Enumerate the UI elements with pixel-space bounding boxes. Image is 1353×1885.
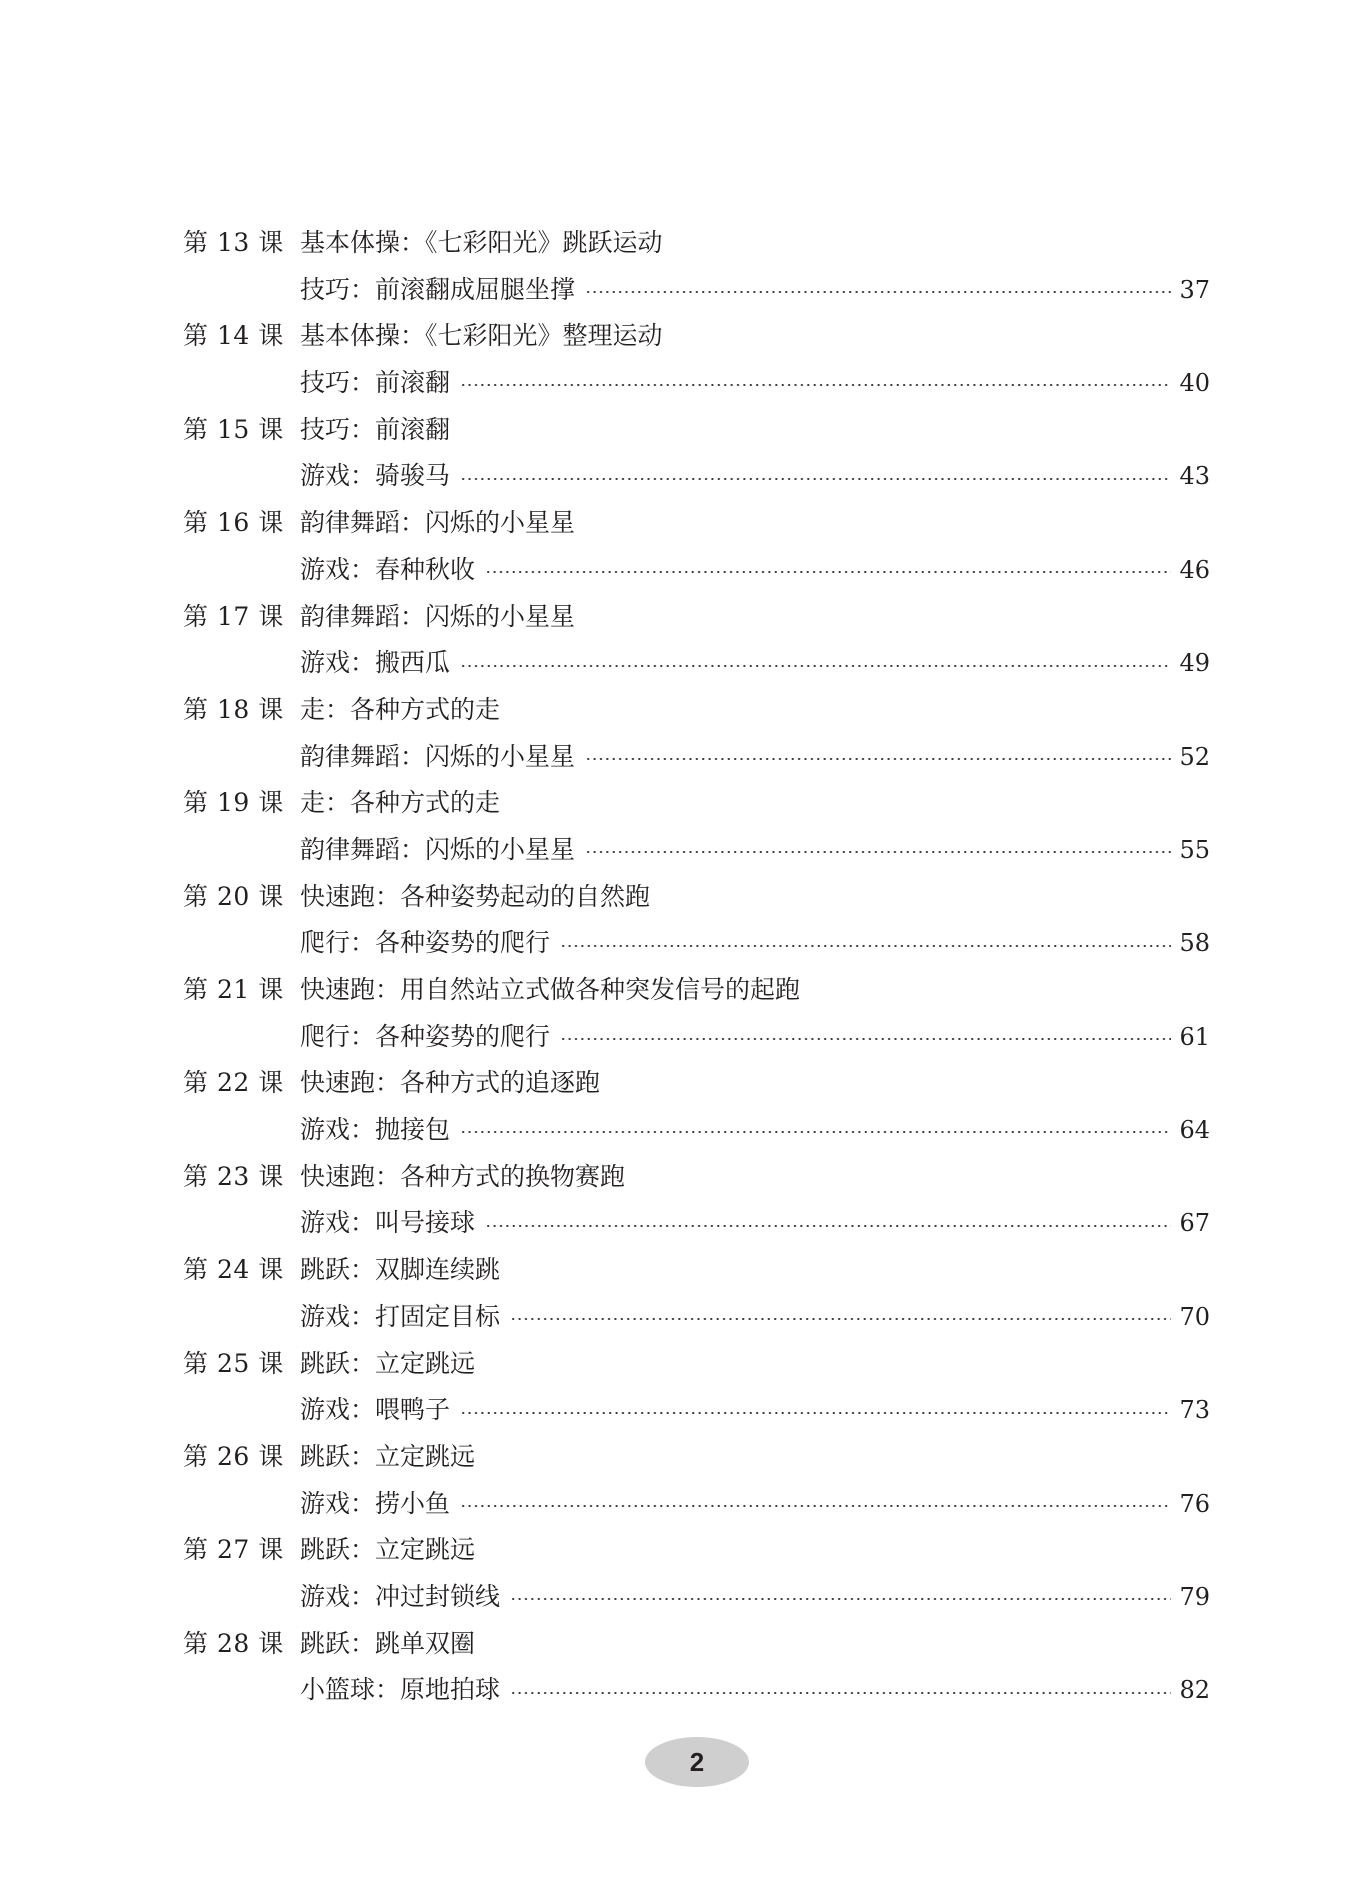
dot-leader (460, 665, 1171, 667)
page-reference: 82 (1179, 1676, 1210, 1705)
lesson-number: 第 17 课 (183, 601, 284, 631)
lesson-title: 跳跃：双脚连续跳 (300, 1255, 501, 1285)
lesson-heading-row (183, 1247, 1210, 1294)
toc-entry (183, 313, 1210, 406)
lesson-number: 第 25 课 (183, 1348, 284, 1378)
dot-leader (460, 478, 1171, 480)
toc-entry (183, 1247, 1210, 1340)
lesson-number: 第 15 课 (183, 414, 284, 444)
page-reference: 55 (1179, 835, 1210, 864)
lesson-number: 第 18 课 (183, 694, 284, 724)
lesson-heading-row (183, 1341, 1210, 1388)
lesson-title: 快速跑：各种方式的换物赛跑 (300, 1161, 626, 1191)
dot-leader (560, 1038, 1171, 1040)
lesson-sub-row[interactable] (183, 1387, 1210, 1434)
dot-leader (585, 851, 1171, 853)
dot-leader (585, 758, 1171, 760)
lesson-sub-row[interactable] (183, 547, 1210, 594)
lesson-heading-row (183, 1060, 1210, 1107)
toc-entry (183, 1154, 1210, 1247)
lesson-number: 第 20 课 (183, 881, 284, 911)
dot-leader (585, 291, 1171, 293)
toc-entry (183, 780, 1210, 873)
page-reference: 49 (1179, 649, 1210, 678)
page-reference: 70 (1179, 1302, 1210, 1331)
lesson-sub-row[interactable] (183, 827, 1210, 874)
page-reference: 76 (1179, 1489, 1210, 1518)
lesson-sub-row[interactable] (183, 453, 1210, 500)
lesson-number: 第 27 课 (183, 1535, 284, 1565)
lesson-sub-row[interactable] (183, 360, 1210, 407)
lesson-heading-row (183, 1527, 1210, 1574)
dot-leader (460, 1131, 1171, 1133)
lesson-sub-row[interactable] (183, 1667, 1210, 1714)
lesson-sub-row[interactable] (183, 734, 1210, 781)
dot-leader (485, 1225, 1171, 1227)
lesson-number: 第 14 课 (183, 321, 284, 351)
lesson-title: 跳跃：立定跳远 (300, 1535, 476, 1565)
page-reference: 43 (1179, 462, 1210, 491)
lesson-sub-row[interactable] (183, 1294, 1210, 1341)
lesson-sub-row[interactable] (183, 640, 1210, 687)
lesson-number: 第 16 课 (183, 508, 284, 538)
lesson-number: 第 13 课 (183, 228, 284, 257)
lesson-number: 第 22 课 (183, 1068, 284, 1098)
toc-entry (183, 1341, 1210, 1434)
lesson-subtitle: 游戏：抛接包 (300, 1115, 451, 1145)
lesson-heading-row (183, 407, 1210, 454)
toc-entry (183, 967, 1210, 1060)
dot-leader (460, 1505, 1171, 1507)
lesson-heading-row (183, 220, 1210, 267)
toc-entry (183, 407, 1210, 500)
lesson-subtitle: 爬行：各种姿势的爬行 (300, 1021, 551, 1051)
lesson-subtitle: 游戏：叫号接球 (300, 1208, 476, 1238)
lesson-title: 快速跑：各种方式的追逐跑 (300, 1068, 601, 1098)
lesson-sub-row[interactable] (183, 920, 1210, 967)
page-reference: 58 (1179, 929, 1210, 958)
lesson-subtitle: 游戏：骑骏马 (300, 461, 451, 491)
lesson-title: 跳跃：跳单双圈 (300, 1628, 476, 1658)
dot-leader (485, 571, 1171, 573)
lesson-sub-row[interactable] (183, 1107, 1210, 1154)
page-reference: 52 (1179, 742, 1210, 771)
lesson-subtitle: 游戏：搬西瓜 (300, 648, 451, 678)
lesson-title: 技巧：前滚翻 (300, 414, 451, 444)
lesson-title: 走：各种方式的走 (300, 694, 501, 724)
lesson-title: 跳跃：立定跳远 (300, 1348, 476, 1378)
page-reference: 46 (1179, 555, 1210, 584)
toc-entry (183, 874, 1210, 967)
page-reference: 64 (1179, 1116, 1210, 1145)
dot-leader (510, 1598, 1171, 1600)
toc-entry (183, 1060, 1210, 1153)
lesson-subtitle: 技巧：前滚翻 (300, 368, 451, 398)
lesson-subtitle: 游戏：喂鸭子 (300, 1395, 451, 1425)
lesson-heading-row (183, 874, 1210, 921)
page-reference: 67 (1179, 1209, 1210, 1238)
page-number: 2 (689, 1746, 705, 1777)
lesson-title: 韵律舞蹈：闪烁的小星星 (300, 601, 576, 631)
table-of-contents (183, 220, 1210, 1714)
lesson-sub-row[interactable] (183, 1481, 1210, 1528)
lesson-heading-row (183, 1154, 1210, 1201)
lesson-subtitle: 韵律舞蹈：闪烁的小星星 (300, 741, 576, 771)
lesson-subtitle: 游戏：捞小鱼 (300, 1488, 451, 1518)
dot-leader (460, 384, 1171, 386)
lesson-heading-row (183, 594, 1210, 641)
lesson-heading-row (183, 967, 1210, 1014)
lesson-subtitle: 游戏：春种秋收 (300, 554, 476, 584)
lesson-number: 第 26 课 (183, 1441, 284, 1471)
lesson-heading-row (183, 687, 1210, 734)
toc-entry (183, 594, 1210, 687)
dot-leader (510, 1692, 1171, 1694)
dot-leader (460, 1412, 1171, 1414)
toc-entry (183, 687, 1210, 780)
page-reference: 73 (1179, 1396, 1210, 1425)
toc-entry (183, 1434, 1210, 1527)
lesson-heading-row (183, 313, 1210, 360)
lesson-subtitle: 游戏：冲过封锁线 (300, 1581, 501, 1611)
dot-leader (510, 1318, 1171, 1320)
lesson-number: 第 24 课 (183, 1255, 284, 1285)
lesson-number: 第 19 课 (183, 788, 284, 818)
lesson-title: 韵律舞蹈：闪烁的小星星 (300, 508, 576, 538)
page-reference: 37 (1179, 275, 1210, 304)
lesson-sub-row[interactable] (183, 1200, 1210, 1247)
toc-entry (183, 220, 1210, 313)
toc-entry (183, 1621, 1210, 1714)
toc-entry (183, 500, 1210, 593)
lesson-subtitle: 技巧：前滚翻成屈腿坐撑 (300, 274, 576, 304)
lesson-title: 跳跃：立定跳远 (300, 1441, 476, 1471)
lesson-sub-row[interactable] (183, 1014, 1210, 1061)
toc-entry (183, 1527, 1210, 1620)
page-reference: 79 (1179, 1582, 1210, 1611)
lesson-heading-row (183, 1434, 1210, 1481)
lesson-title: 快速跑：用自然站立式做各种突发信号的起跑 (300, 975, 801, 1004)
page-reference: 40 (1179, 369, 1210, 398)
lesson-number: 第 21 课 (183, 975, 284, 1004)
lesson-title: 基本体操：《七彩阳光》跳跃运动 (300, 228, 663, 257)
lesson-number: 第 28 课 (183, 1628, 284, 1658)
lesson-heading-row (183, 1621, 1210, 1668)
lesson-title: 基本体操：《七彩阳光》整理运动 (300, 321, 663, 351)
lesson-title: 快速跑：各种姿势起动的自然跑 (300, 881, 651, 911)
lesson-subtitle: 爬行：各种姿势的爬行 (300, 928, 551, 958)
page-number-badge (645, 1737, 749, 1787)
dot-leader (560, 945, 1171, 947)
lesson-heading-row (183, 500, 1210, 547)
lesson-sub-row[interactable] (183, 267, 1210, 314)
lesson-title: 走：各种方式的走 (300, 788, 501, 818)
lesson-number: 第 23 课 (183, 1161, 284, 1191)
lesson-subtitle: 韵律舞蹈：闪烁的小星星 (300, 834, 576, 864)
lesson-sub-row[interactable] (183, 1574, 1210, 1621)
lesson-subtitle: 小篮球：原地拍球 (300, 1675, 501, 1705)
lesson-heading-row (183, 780, 1210, 827)
lesson-subtitle: 游戏：打固定目标 (300, 1301, 501, 1331)
page-reference: 61 (1179, 1022, 1210, 1051)
